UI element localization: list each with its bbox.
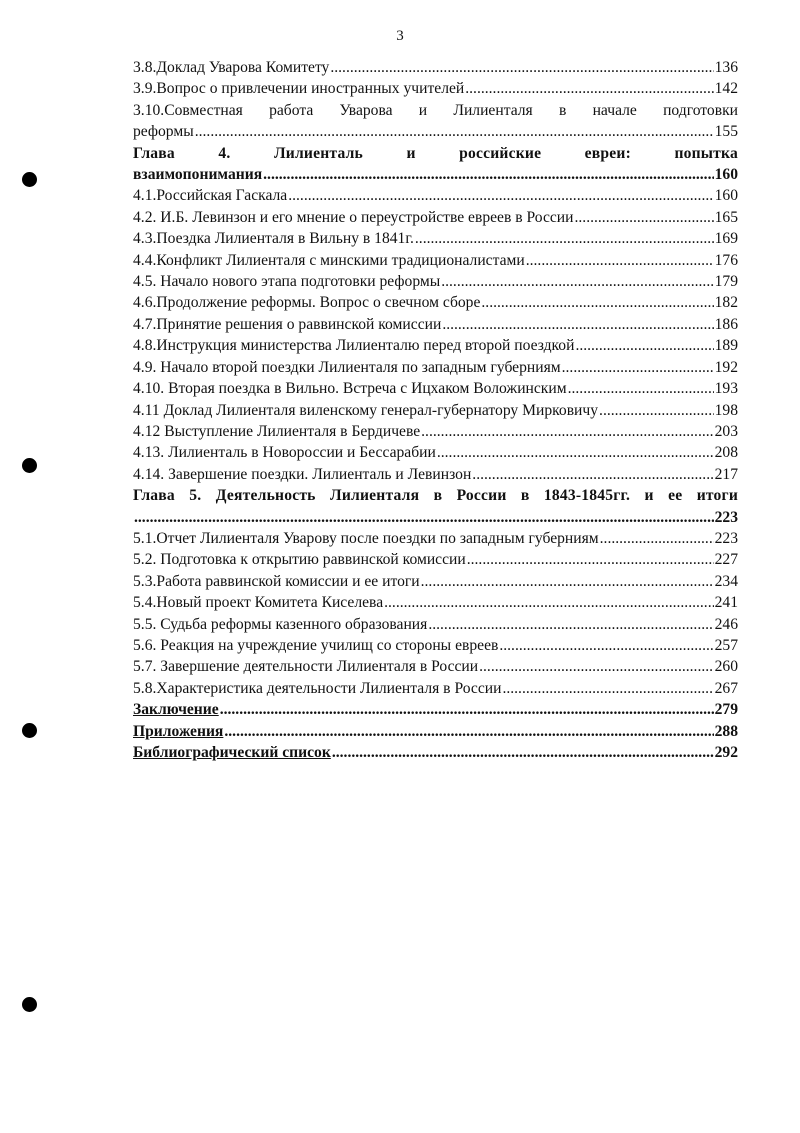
dot-leader	[330, 57, 713, 78]
toc-entry-page: 223	[714, 529, 738, 547]
dot-leader	[441, 271, 713, 292]
dot-leader	[600, 528, 714, 549]
toc-entry-title: 3.9.Вопрос о привлечении иностранных учителей	[133, 80, 465, 98]
toc-entry-page: 208	[714, 444, 738, 462]
toc-entry-title: 5.3.Работа раввинской комиссии и ее итоги	[133, 572, 420, 590]
dot-leader	[467, 549, 714, 570]
toc-entry-title: Заключение	[133, 701, 219, 719]
dot-leader	[479, 656, 713, 677]
toc-entry	[133, 400, 738, 421]
binder-hole-4	[22, 997, 37, 1012]
toc-entry-title: 4.6.Продолжение реформы. Вопрос о свечном сборе	[133, 294, 481, 312]
toc-entry-page: 176	[714, 251, 738, 269]
toc-entry-page: 160	[714, 187, 738, 205]
dot-leader	[428, 614, 713, 635]
toc-entry-page: 288	[714, 722, 738, 740]
toc-entry-page: 279	[714, 701, 738, 719]
toc-entry-title: 3.8.Доклад Уварова Комитету	[133, 59, 330, 76]
toc-entry-page: 169	[714, 230, 738, 248]
dot-leader	[421, 571, 714, 592]
toc-entry-title: 4.13. Лилиенталь в Новороссии и Бессарабии	[133, 444, 436, 462]
dot-leader	[465, 78, 713, 99]
toc-entry-title: Приложения	[133, 722, 224, 740]
toc-entry	[133, 699, 738, 720]
toc-entry-title: 4.3.Поездка Лилиенталя в Вильну в 1841г.	[133, 230, 414, 248]
dot-leader	[568, 378, 714, 399]
toc-entry-title: 5.2. Подготовка к открытию раввинской комиссии	[133, 551, 466, 569]
toc-entry	[133, 442, 738, 463]
page-number: 3	[396, 28, 404, 44]
toc-entry	[133, 656, 738, 677]
toc-entry-page: 193	[714, 380, 738, 398]
toc-entry-page: 192	[714, 358, 738, 376]
dot-leader	[437, 442, 714, 463]
toc-entry	[133, 678, 738, 699]
toc-entry-title: Библиографический список	[133, 744, 331, 761]
dot-leader	[599, 400, 714, 421]
toc-entry-heading-line	[133, 143, 738, 164]
toc-entry-title: 4.8.Инструкция министерства Лилиенталю перед второй поездкой	[133, 337, 575, 355]
toc-entry-title: 5.8.Характеристика деятельности Лилиенталя в России	[133, 679, 502, 697]
toc-entry-title: 5.1.Отчет Лилиенталя Уварову после поездки по западным губерниям	[133, 529, 599, 547]
toc-entry-title: 4.9. Начало второй поездки Лилиенталя по западным губерниям	[133, 358, 561, 376]
dot-leader	[575, 335, 713, 356]
toc-entry	[133, 571, 738, 592]
toc-entry	[133, 335, 738, 356]
toc-entry	[133, 271, 738, 292]
dot-leader	[472, 464, 713, 485]
toc-entry-page: 198	[714, 401, 738, 419]
toc-entry-page: 142	[714, 80, 738, 98]
toc-entry-page: 257	[714, 636, 738, 654]
toc-entry	[133, 721, 738, 742]
toc-entry-title: 4.4.Конфликт Лилиенталя с минскими традиционалистами	[133, 251, 525, 269]
toc-entry	[133, 614, 738, 635]
dot-leader	[263, 164, 713, 185]
dot-leader	[575, 207, 714, 228]
toc-entry-page: 234	[714, 572, 738, 590]
toc-entry	[133, 507, 738, 528]
toc-entry	[133, 207, 738, 228]
toc-entry-title-line1: Глава 4. Лилиенталь и российские евреи: попытка	[133, 144, 738, 162]
toc-entry-page: 155	[714, 123, 738, 141]
toc-entry-title: 4.5. Начало нового этапа подготовки реформы	[133, 273, 441, 291]
dot-leader	[220, 699, 714, 720]
toc-entry-page: 241	[714, 594, 738, 612]
toc-entry	[133, 185, 738, 206]
toc-entry	[133, 528, 738, 549]
toc-entry	[133, 164, 738, 185]
toc-entry	[133, 78, 738, 99]
toc-entry	[133, 57, 738, 78]
toc-entry-title: 5.4.Новый проект Комитета Киселева	[133, 594, 384, 612]
toc-entry-page: 189	[714, 337, 738, 355]
toc-entry-title: реформы	[133, 123, 194, 141]
toc-entry-page: 160	[714, 166, 738, 184]
toc-entry	[133, 228, 738, 249]
dot-leader	[384, 592, 713, 613]
dot-leader	[481, 292, 713, 313]
toc-entry-page: 136	[714, 59, 738, 76]
toc-entry-page: 217	[714, 465, 738, 483]
toc-entry-title: 5.7. Завершение деятельности Лилиенталя в России	[133, 658, 479, 676]
toc-entry-page: 186	[714, 315, 738, 333]
toc-entry-heading-line	[133, 100, 738, 121]
toc-entry-title-line1: 3.10.Совместная работа Уварова и Лилиенталя в начале подготовки	[133, 101, 738, 119]
toc-entry-title: 4.7.Принятие решения о раввинской комиссии	[133, 315, 442, 333]
dot-leader	[562, 357, 714, 378]
toc-entry	[133, 742, 738, 763]
dot-leader	[195, 121, 714, 142]
toc-entry-page: 223	[714, 508, 738, 526]
dot-leader	[332, 742, 714, 763]
binder-hole-2	[22, 458, 37, 473]
toc-entry	[133, 635, 738, 656]
toc-entry-title-line1: Глава 5. Деятельность Лилиенталя в России в 1843-1845гг. и ее итоги	[133, 487, 738, 505]
toc-entry-page: 227	[714, 551, 738, 569]
toc-entry-page: 260	[714, 658, 738, 676]
dot-leader	[415, 228, 714, 249]
toc-entry	[133, 421, 738, 442]
toc-entry	[133, 357, 738, 378]
toc-entry-title: 4.10. Вторая поездка в Вильно. Встреча с Ицхаком Воложинским	[133, 380, 567, 398]
toc-entry	[133, 378, 738, 399]
toc-entry-page: 246	[714, 615, 738, 633]
dot-leader	[421, 421, 713, 442]
toc-entry-title: 4.1.Российская Гаскала	[133, 187, 288, 205]
toc-entry-title: 5.6. Реакция на учреждение училищ со стороны евреев	[133, 636, 499, 654]
toc-entry-title: 4.12 Выступление Лилиенталя в Бердичеве	[133, 422, 421, 440]
toc-entry-page: 203	[714, 422, 738, 440]
dot-leader	[442, 314, 713, 335]
dot-leader	[134, 507, 714, 528]
toc-entry	[133, 314, 738, 335]
toc-entry	[133, 121, 738, 142]
dot-leader	[288, 185, 713, 206]
toc-entry	[133, 464, 738, 485]
dot-leader	[526, 250, 714, 271]
toc-entry-title: 4.2. И.Б. Левинзон и его мнение о переустройстве евреев в России	[133, 208, 574, 226]
toc-entry-page: 182	[714, 294, 738, 312]
toc-entry	[133, 592, 738, 613]
toc-entry-heading-line	[133, 485, 738, 506]
toc-entry-page: 267	[714, 679, 738, 697]
dot-leader	[499, 635, 713, 656]
dot-leader	[224, 721, 713, 742]
dot-leader	[502, 678, 713, 699]
toc-entry-title: 4.14. Завершение поездки. Лилиенталь и Левинзон	[133, 465, 472, 483]
toc-entry-title: 4.11 Доклад Лилиенталя виленскому генерал-губернатору Мирковичу	[133, 401, 599, 419]
toc-entry-page: 179	[714, 273, 738, 291]
toc-entry-page: 292	[714, 744, 738, 761]
toc-entry-title: взаимопонимания	[133, 166, 263, 184]
binder-hole-3	[22, 723, 37, 738]
toc-entry-page: 165	[714, 208, 738, 226]
toc-entry	[133, 549, 738, 570]
toc-entry	[133, 250, 738, 271]
binder-hole-1	[22, 172, 37, 187]
table-of-contents	[133, 57, 738, 763]
toc-entry	[133, 292, 738, 313]
toc-entry-title: 5.5. Судьба реформы казенного образования	[133, 615, 428, 633]
